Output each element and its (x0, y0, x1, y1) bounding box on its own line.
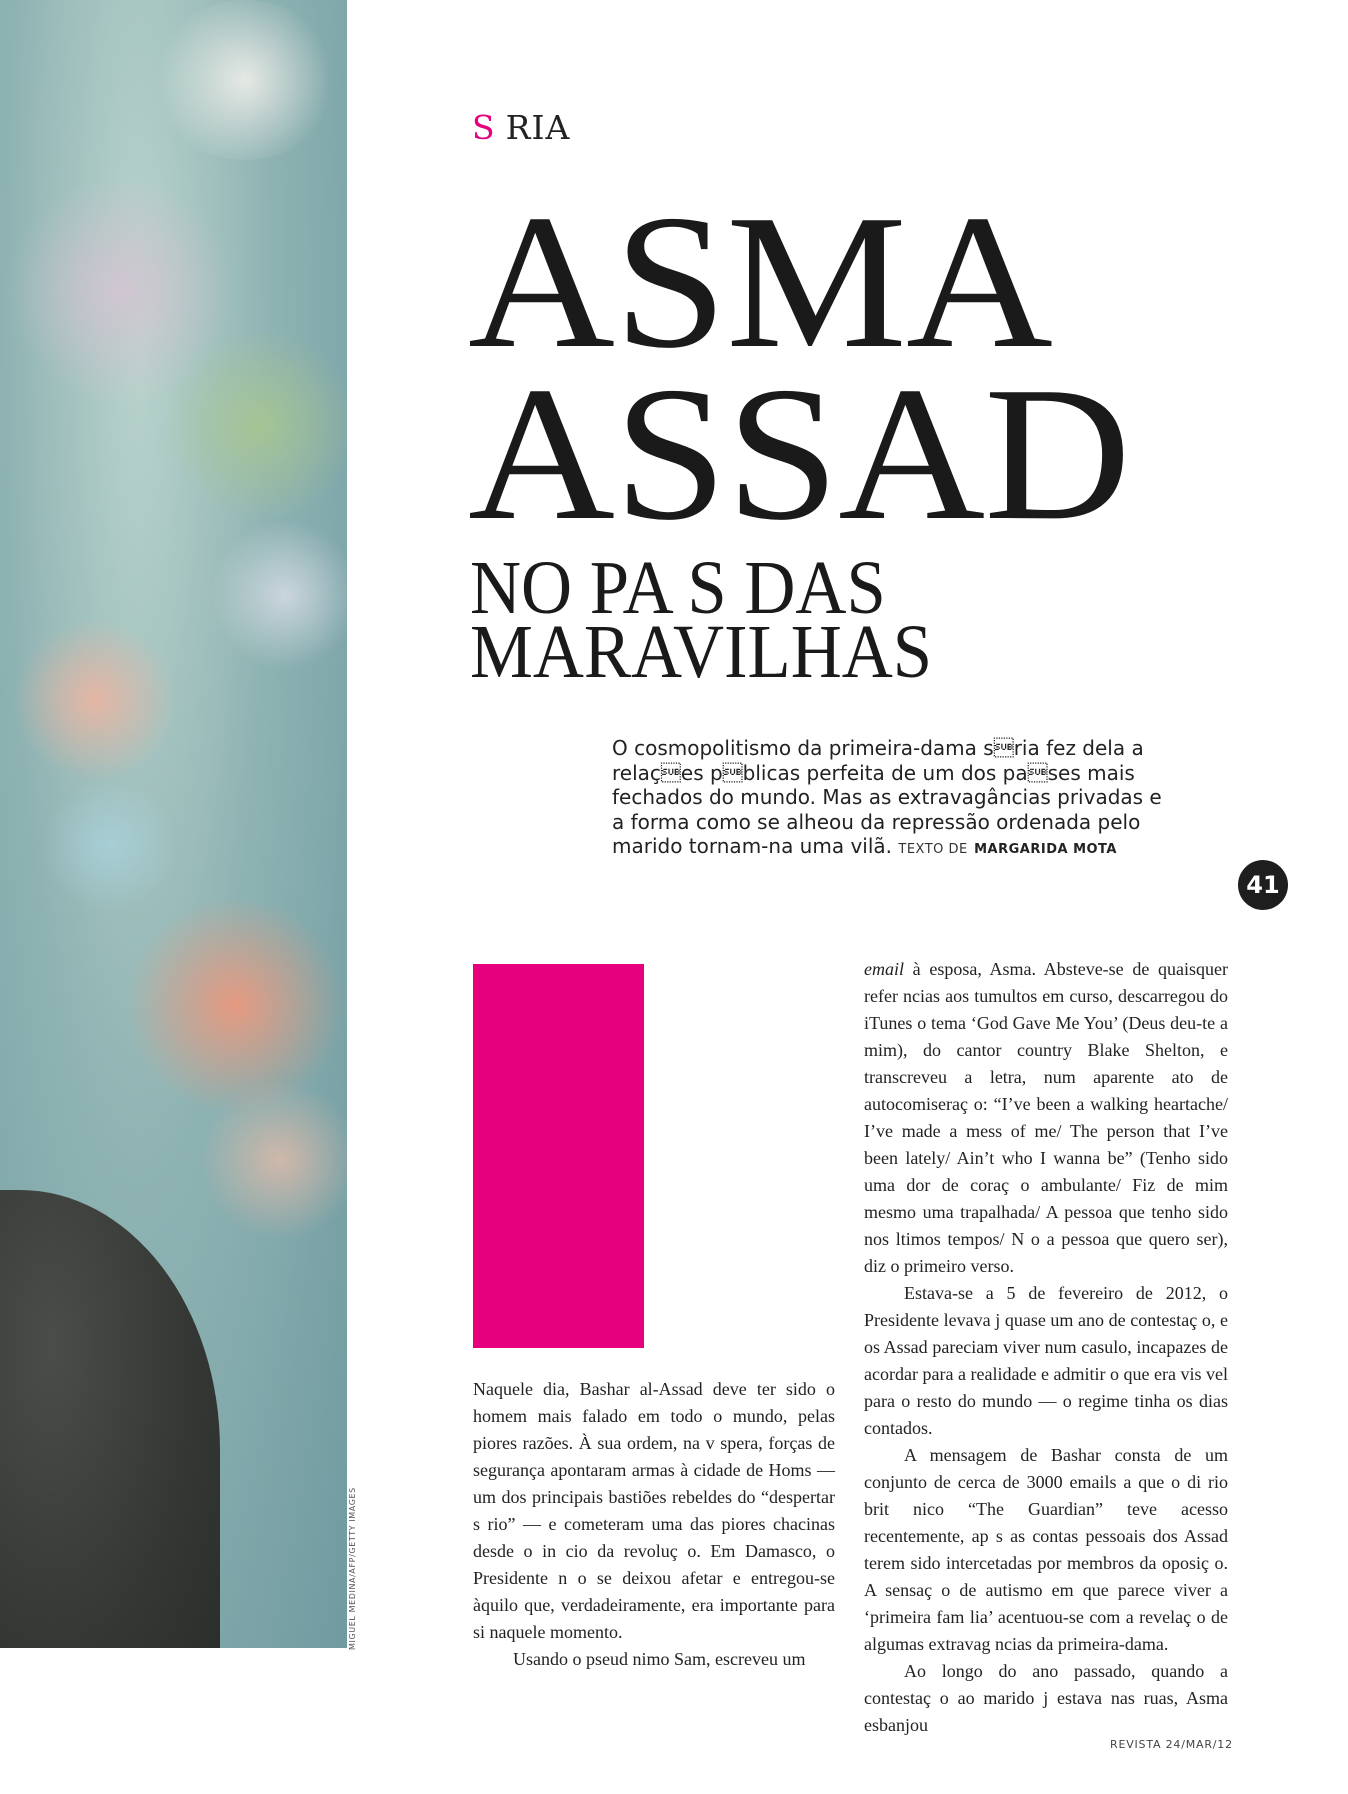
cover-photo (0, 0, 347, 1648)
bokeh-light (150, 0, 340, 160)
photo-credit: MIGUEL MEDINA/AFP/GETTY IMAGES (348, 1487, 357, 1650)
page-footer: REVISTA 24/MAR/12 (1110, 1738, 1233, 1751)
headline-line-2: ASSAD (468, 347, 1131, 560)
dark-hood-silhouette (0, 1190, 220, 1648)
byline-label: TEXTO DE (898, 842, 968, 857)
bokeh-light (10, 620, 180, 780)
body-text: à esposa, Asma. Absteve-se de quaisquer refer ncias aos tumultos em curso, descarregou do iTunes o tema ‘God Gave Me You’ (Deus deu-te a mim), do cantor country Blake Shelton, e transcreveu a letra, num aparente ato de autocomiseraç o: “I’ve been a walking heartache/ I’ve made a mess of me/ The person that I’ve been lately/ Ain’t who I wanna be” (Tenho sido uma dor de coraç o ambulante/ Fiz de mim mesmo uma trapalhada/ A pessoa que tenho sido nos ltimos tempos/ N o a pessoa que quero ser), diz o primeiro verso. (864, 959, 1228, 1276)
body-column-right (864, 956, 1228, 1739)
body-paragraph: Estava-se a 5 de fevereiro de 2012, o Presidente levava j quase um ano de contestaç o, e os Assad pareciam viver num casulo, incapazes de acordar para a realidade e admitir o que era vis vel para o resto do mundo — o regime tinha os dias contados. (864, 1283, 1228, 1438)
drop-cap (473, 964, 644, 1348)
page-number-badge: 41 (1238, 860, 1288, 910)
bokeh-light (200, 1080, 347, 1240)
lead-paragraph (612, 736, 1172, 863)
lead-text: O cosmopolitismo da primeira-dama sria fez dela a relaçes pblicas perfeita de um dos pases mais fechados do mundo. Mas as extravagâncias privadas e a forma como se alheou da repressão ordenada pelo marido tornam-na uma vilã. (612, 736, 1162, 858)
bokeh-light (210, 520, 347, 670)
body-paragraph: Usando o pseud nimo Sam, escreveu um (513, 1649, 806, 1669)
section-label (472, 108, 570, 147)
body-paragraph: Ao longo do ano passado, quando a contestaç o ao marido j estava nas ruas, Asma esbanjou (864, 1661, 1228, 1735)
bokeh-light (160, 330, 347, 520)
subheadline (470, 546, 933, 694)
italic-email: email (864, 959, 904, 979)
body-paragraph (864, 956, 1228, 1280)
section-rest: RIA (505, 108, 571, 147)
body-paragraph: A mensagem de Bashar consta de um conjunto de cerca de 3000 emails a que o di rio brit nico “The Guardian” teve acesso recentemente, ap s as contas pessoais dos Assad terem sido intercetadas por membros da oposiç o. A sensaç o de autismo em que parece viver a ‘primeira fam lia’ acentuou-se com a revelaç o de algumas extravag ncias da primeira-dama. (864, 1445, 1228, 1654)
body-column-left (473, 1376, 835, 1673)
headline (468, 175, 1131, 560)
subhead-line-1: NO PA S DAS (470, 546, 886, 630)
headline-line-1: ASMA (468, 175, 1052, 388)
section-highlight: S (472, 108, 496, 147)
byline-author: MARGARIDA MOTA (974, 842, 1117, 857)
subhead-line-2: MARAVILHAS (470, 610, 933, 694)
body-paragraph: Naquele dia, Bashar al-Assad deve ter sido o homem mais falado em todo o mundo, pelas piores razões. À sua ordem, na v spera, forças de segurança apontaram armas à cidade de Homs — um dos principais bastiões rebeldes do “despertar s rio” — e cometeram uma das piores chacinas desde o in cio da revoluç o. Em Damasco, o Presidente n o se deixou afetar e entregou-se àquilo que, verdadeiramente, era importante para si naquele momento. (473, 1379, 835, 1642)
bokeh-light (40, 780, 180, 910)
bokeh-light (120, 900, 347, 1110)
